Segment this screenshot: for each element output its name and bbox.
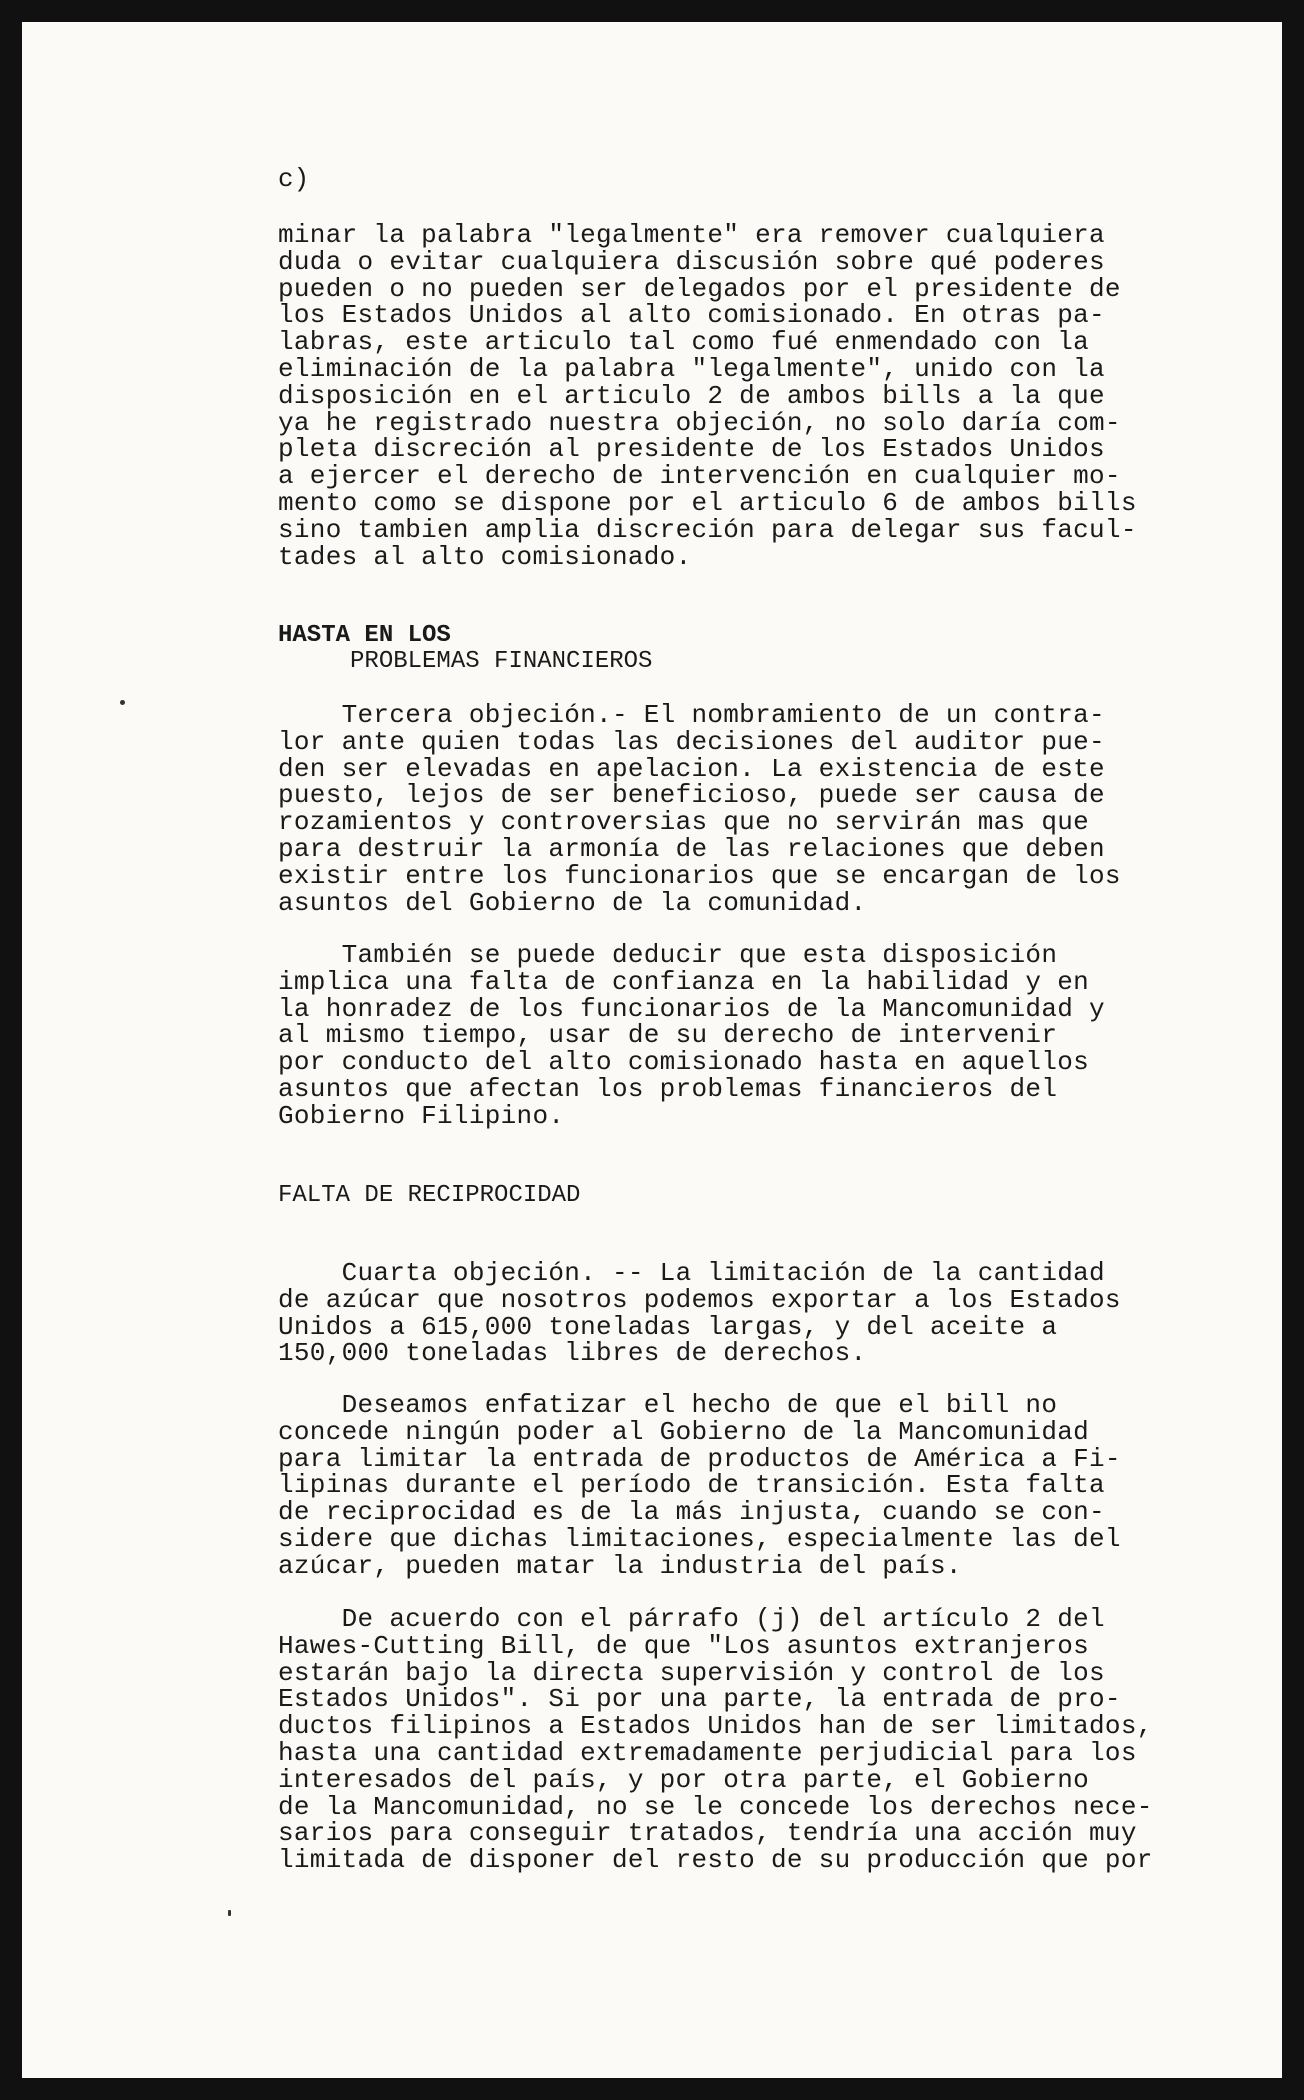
text-line: minar la palabra "legalmente" era remover cualquiera	[278, 220, 1105, 250]
text-line: sarios para conseguir tratados, tendría una acción muy	[278, 1818, 1137, 1849]
text-line: duda o evitar cualquiera discusión sobre qué poderes	[278, 246, 1105, 277]
text-line: concede ningún poder al Gobierno de la Mancomunidad	[278, 1416, 1090, 1447]
scan-speck	[120, 700, 125, 705]
text-line: den ser elevadas en apelacion. La existencia de este	[278, 753, 1105, 784]
text-line: pleta discreción al presidente de los Estados Unidos	[278, 434, 1105, 465]
text-line: para limitar la entrada de productos de América a Fi-	[278, 1443, 1121, 1474]
text-line: lipinas durante el período de transición. Esta falta	[278, 1470, 1105, 1501]
section-heading-financial-line2: PROBLEMAS FINANCIEROS	[278, 648, 653, 675]
text-line: También se puede deducir que esta disposición	[278, 940, 1058, 970]
text-line: existir entre los funcionarios que se encargan de los	[278, 860, 1121, 891]
text-line: para destruir la armonía de las relaciones que deben	[278, 833, 1105, 864]
text-line: disposición en el articulo 2 de ambos bills a la que	[278, 380, 1105, 411]
text-line: implica una falta de confianza en la habilidad y en	[278, 966, 1090, 997]
text-line: estarán bajo la directa supervisión y control de los	[278, 1657, 1105, 1688]
text-line: por conducto del alto comisionado hasta en aquellos	[278, 1047, 1090, 1078]
text-line: Tercera objeción.- El nombramiento de un contra-	[278, 700, 1105, 730]
text-line: mento como se dispone por el articulo 6 de ambos bills	[278, 487, 1137, 518]
text-line: los Estados Unidos al alto comisionado. En otras pa-	[278, 300, 1105, 331]
text-line: tades al alto comisionado.	[278, 541, 692, 572]
text-line: 150,000 toneladas libres de derechos.	[278, 1338, 867, 1369]
text-line: la honradez de los funcionarios de la Mancomunidad y	[278, 993, 1105, 1024]
text-line: a ejercer el derecho de intervención en cualquier mo-	[278, 461, 1121, 492]
text-line: de azúcar que nosotros podemos exportar a los Estados	[278, 1284, 1121, 1315]
text-line: sidere que dichas limitaciones, especialmente las del	[278, 1523, 1121, 1554]
paragraph-1	[278, 222, 1178, 570]
page-label: c)	[278, 164, 310, 194]
scan-speck	[228, 1910, 231, 1916]
text-line: de reciprocidad es de la más injusta, cuando se con-	[278, 1497, 1105, 1528]
text-line: de la Mancomunidad, no se le concede los derechos nece-	[278, 1791, 1153, 1822]
paragraph-2	[278, 702, 1178, 916]
text-line: al mismo tiempo, usar de su derecho de intervenir	[278, 1020, 1058, 1051]
document-page	[22, 22, 1282, 2078]
paragraph-6	[278, 1606, 1178, 1874]
text-line: asuntos que afectan los problemas financieros del	[278, 1073, 1058, 1104]
text-line: Gobierno Filipino.	[278, 1100, 565, 1131]
text-line: hasta una cantidad extremadamente perjudicial para los	[278, 1737, 1137, 1768]
paragraph-4	[278, 1260, 1178, 1367]
text-line: eliminación de la palabra "legalmente", unido con la	[278, 353, 1105, 384]
text-line: ductos filipinos a Estados Unidos han de ser limitados,	[278, 1711, 1153, 1742]
text-line: rozamientos y controversias que no servirán mas que	[278, 807, 1090, 838]
text-line: interesados del país, y por otra parte, el Gobierno	[278, 1764, 1090, 1795]
text-line: labras, este articulo tal como fué enmendado con la	[278, 327, 1090, 358]
text-line: pueden o no pueden ser delegados por el presidente de	[278, 273, 1121, 304]
section-heading-reciprocity: FALTA DE RECIPROCIDAD	[278, 1182, 581, 1209]
text-line: Hawes-Cutting Bill, de que "Los asuntos extranjeros	[278, 1630, 1090, 1661]
text-line: De acuerdo con el párrafo (j) del artículo 2 del	[278, 1604, 1105, 1634]
text-line: limitada de disponer del resto de su producción que por	[278, 1845, 1153, 1876]
text-line: sino tambien amplia discreción para delegar sus facul-	[278, 514, 1137, 545]
text-line: Deseamos enfatizar el hecho de que el bill no	[278, 1390, 1058, 1420]
text-line: asuntos del Gobierno de la comunidad.	[278, 887, 867, 918]
text-line: Estados Unidos". Si por una parte, la entrada de pro-	[278, 1684, 1121, 1715]
text-line: Unidos a 615,000 toneladas largas, y del aceite a	[278, 1311, 1058, 1342]
paragraph-3	[278, 942, 1178, 1130]
section-heading-financial-line1: HASTA EN LOS	[278, 622, 451, 649]
paragraph-5	[278, 1392, 1178, 1580]
text-line: lor ante quien todas las decisiones del auditor pue-	[278, 726, 1105, 757]
text-line: ya he registrado nuestra objeción, no solo daría com-	[278, 407, 1121, 438]
text-line: azúcar, pueden matar la industria del país.	[278, 1550, 962, 1581]
text-line: Cuarta objeción. -- La limitación de la cantidad	[278, 1258, 1105, 1288]
text-line: puesto, lejos de ser beneficioso, puede ser causa de	[278, 780, 1105, 811]
